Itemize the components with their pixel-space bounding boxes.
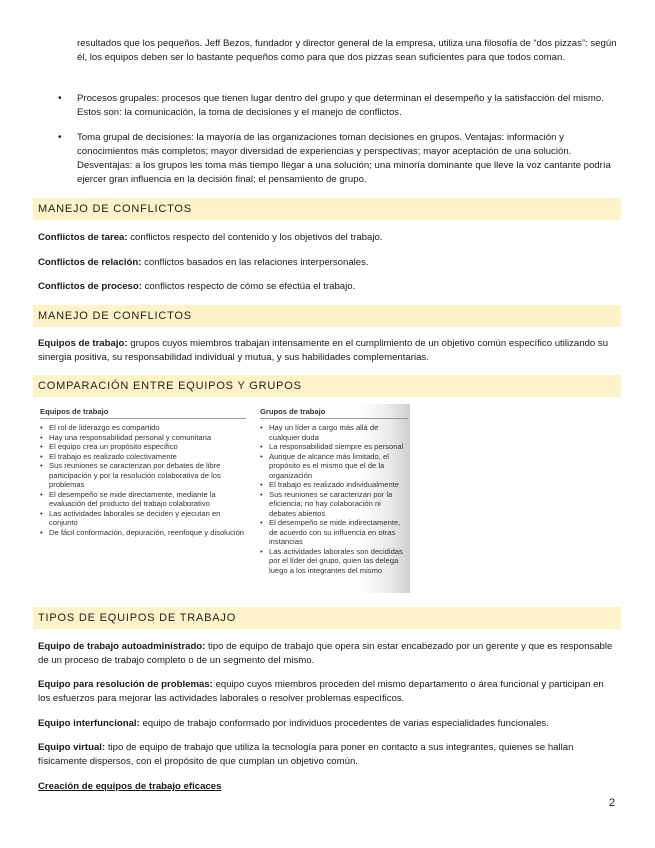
- bullet-procesos-grupales: • Procesos grupales: procesos que tienen lugar dentro del grupo y que determinan el desempeño y la satisfacción del mismo. Estos son: la comunicación, la toma de decisiones y el manejo de conflictos.: [58, 92, 622, 120]
- definition-text: equipo cuyos miembros proceden del mismo departamento o área funcional y participan en los esfuerzos para mejorar las actividades laborales o resolver problemas específicos.: [38, 679, 604, 704]
- term: Equipo interfuncional:: [38, 718, 140, 729]
- equipos-item: • El trabajo es realizado colectivamente: [40, 452, 246, 462]
- grupos-item: • La responsabilidad siempre es personal: [260, 442, 408, 452]
- term: Equipos de trabajo:: [38, 338, 128, 349]
- comparison-table-image: [36, 404, 410, 593]
- equipos-item: • Sus reuniones se caracterizan por debates de libre participación y por la resolución colaborativa de los problemas: [40, 461, 246, 490]
- definition-text: conflictos respecto de cómo se efectúa el trabajo.: [141, 281, 356, 292]
- term: Equipo para resolución de problemas:: [38, 679, 213, 690]
- section-heading-tipos-equipos: TIPOS DE EQUIPOS DE TRABAJO: [33, 607, 621, 629]
- grupos-item: • Aunque de alcance más limitado, el propósito es el mismo que el de la organización: [260, 452, 408, 481]
- definition-equipo-interfuncional: [38, 717, 618, 731]
- grupos-column: [260, 407, 408, 575]
- definition-equipo-virtual: [38, 741, 618, 769]
- bullet-list: [58, 92, 622, 120]
- section-heading-comparacion: COMPARACIÓN ENTRE EQUIPOS Y GRUPOS: [33, 375, 621, 397]
- equipos-item: • Las actividades laborales se deciden y ejecutan en conjunto: [40, 509, 246, 528]
- subheading-text: Creación de equipos de trabajo eficaces: [38, 781, 222, 792]
- equipos-item: • Hay una responsabilidad personal y comunitaria: [40, 433, 246, 443]
- bullet-toma-decisiones: • Toma grupal de decisiones: la mayoría de las organizaciones toman decisiones en grupos. Ventajas: información y conocimientos más completos; mayor diversidad de experiencias y perspectivas; mayor aceptación de una solución. Desventajas: a los grupos les toma más tiempo llegar a una solución; una minoría dominante que lleve la voz cantante podría ejercer gran influencia en la decisión final; el pensamiento de grupo.: [58, 131, 622, 187]
- definition-text: tipo de equipo de trabajo que utiliza la tecnología para poner en contacto a sus integrantes, quienes se hallan físicamente dispersos, con el propósito de que cumplan un objetivo común.: [38, 742, 574, 767]
- definition-text: grupos cuyos miembros trabajan intensamente en el cumplimiento de un objetivo común específico utilizando su sinergia positiva, su responsabilidad individual y mutua, y sus habilidades complementarias.: [38, 338, 609, 363]
- grupos-header: Grupos de trabajo: [260, 407, 408, 419]
- definition-conflictos-proceso: [38, 280, 618, 294]
- grupos-item: • El trabajo es realizado individualmente: [260, 480, 408, 490]
- section-heading-manejo-conflictos: MANEJO DE CONFLICTOS: [33, 198, 621, 220]
- equipos-item: • El desempeño se mide directamente, mediante la evaluación del producto del trabajo colaborativo: [40, 490, 246, 509]
- bullet-list: [58, 131, 622, 187]
- equipos-item: • El equipo crea un propósito específico: [40, 442, 246, 452]
- grupos-item: • Hay un líder a cargo más allá de cualquier duda: [260, 423, 408, 442]
- term: Conflictos de proceso:: [38, 281, 142, 292]
- definition-conflictos-tarea: [38, 231, 618, 245]
- definition-text: conflictos basados en las relaciones interpersonales.: [141, 257, 369, 268]
- equipos-item: • De fácil conformación, depuración, reenfoque y disolución: [40, 528, 246, 538]
- section-heading-manejo-conflictos-2: MANEJO DE CONFLICTOS: [33, 305, 621, 327]
- term: Conflictos de relación:: [38, 257, 142, 268]
- equipos-column: [40, 407, 246, 537]
- grupos-item: • Sus reuniones se caracterizan por la eficiencia; no hay colaboración ni debates abiertos: [260, 490, 408, 519]
- definition-equipos-trabajo: [38, 337, 618, 365]
- term: Equipo de trabajo autoadministrado:: [38, 641, 206, 652]
- grupos-item: • Las actividades laborales son decididas por el líder del grupo, quien las delega luego a los integrantes del mismo: [260, 547, 408, 576]
- grupos-item: • El desempeño se mide indirectamente, de acuerdo con su influencia en otras instancias: [260, 518, 408, 547]
- definition-equipo-autoadministrado: [38, 640, 618, 668]
- definition-text: conflictos respecto del contenido y los objetivos del trabajo.: [127, 232, 383, 243]
- page-number: 2: [609, 797, 616, 809]
- definition-conflictos-relacion: [38, 256, 618, 270]
- term: Conflictos de tarea:: [38, 232, 128, 243]
- definition-text: equipo de trabajo conformado por individuos procedentes de varias especialidades funcionales.: [139, 718, 549, 729]
- definition-equipo-resolucion-problemas: [38, 678, 618, 706]
- equipos-header: Equipos de trabajo: [40, 407, 246, 419]
- equipos-item: • El rol de liderazgo es compartido: [40, 423, 246, 433]
- intro-paragraph: resultados que los pequeños. Jeff Bezos, fundador y director general de la empresa, utiliza una filosofía de “dos pizzas”: según él, los equipos deben ser lo bastante pequeños como para que dos pizzas sean suficientes para que todos coman.: [77, 38, 617, 63]
- subheading-creacion-equipos: [38, 780, 618, 794]
- definition-text: tipo de equipo de trabajo que opera sin estar encabezado por un gerente y que es responsable de un proceso de trabajo completo o de un segmento del mismo.: [38, 641, 613, 666]
- term: Equipo virtual:: [38, 742, 106, 753]
